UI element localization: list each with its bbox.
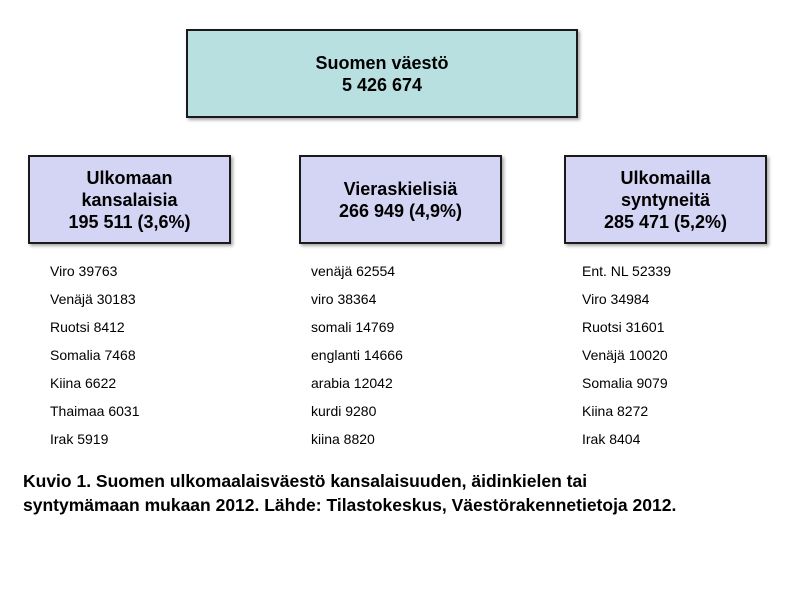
- list-item: kurdi 9280: [311, 403, 377, 419]
- list-item: Somalia 9079: [582, 375, 668, 391]
- born-abroad-label-1: Ulkomailla: [620, 167, 711, 188]
- list-item: arabia 12042: [311, 375, 393, 391]
- born-abroad-box: [564, 155, 767, 244]
- list-item: Ruotsi 8412: [50, 319, 125, 335]
- list-item: Venäjä 10020: [582, 347, 668, 363]
- foreign-citizens-box: [28, 155, 231, 244]
- total-population-title: Suomen väestö: [315, 52, 449, 73]
- total-population-value: 5 426 674: [341, 74, 423, 95]
- foreign-language-speakers-box: [299, 155, 502, 244]
- caption-line-1: Kuvio 1. Suomen ulkomaalaisväestö kansalaisuuden, äidinkielen tai: [23, 471, 588, 491]
- list-item: Somalia 7468: [50, 347, 136, 363]
- foreign-citizens-label-2: kansalaisia: [81, 189, 178, 210]
- list-item: Viro 34984: [582, 291, 650, 307]
- foreign-citizens-value: 195 511 (3,6%): [68, 211, 191, 232]
- list-item: Viro 39763: [50, 263, 118, 279]
- list-item: viro 38364: [311, 291, 377, 307]
- list-item: Ent. NL 52339: [582, 263, 671, 279]
- list-item: kiina 8820: [311, 431, 375, 447]
- list-item: venäjä 62554: [311, 263, 396, 279]
- list-item: somali 14769: [311, 319, 395, 335]
- citizenship-list: [50, 262, 140, 458]
- list-item: Kiina 8272: [582, 403, 649, 419]
- total-population-box: [186, 29, 578, 118]
- born-abroad-value: 285 471 (5,2%): [603, 211, 728, 232]
- list-item: Venäjä 30183: [50, 291, 136, 307]
- figure-caption: [23, 469, 783, 517]
- born-abroad-label-2: syntyneitä: [620, 189, 711, 210]
- birth-country-list: [582, 262, 671, 458]
- list-item: Irak 8404: [582, 431, 641, 447]
- foreign-citizens-label-1: Ulkomaan: [86, 167, 173, 188]
- list-item: Thaimaa 6031: [50, 403, 140, 419]
- list-item: Ruotsi 31601: [582, 319, 665, 335]
- list-item: Irak 5919: [50, 431, 109, 447]
- list-item: Kiina 6622: [50, 375, 117, 391]
- foreign-language-value: 266 949 (4,9%): [338, 200, 463, 221]
- foreign-language-label: Vieraskielisiä: [343, 178, 458, 199]
- language-list: [311, 262, 403, 458]
- caption-line-2: syntymämaan mukaan 2012. Lähde: Tilastokeskus, Väestörakennetietoja 2012.: [23, 495, 677, 515]
- list-item: englanti 14666: [311, 347, 403, 363]
